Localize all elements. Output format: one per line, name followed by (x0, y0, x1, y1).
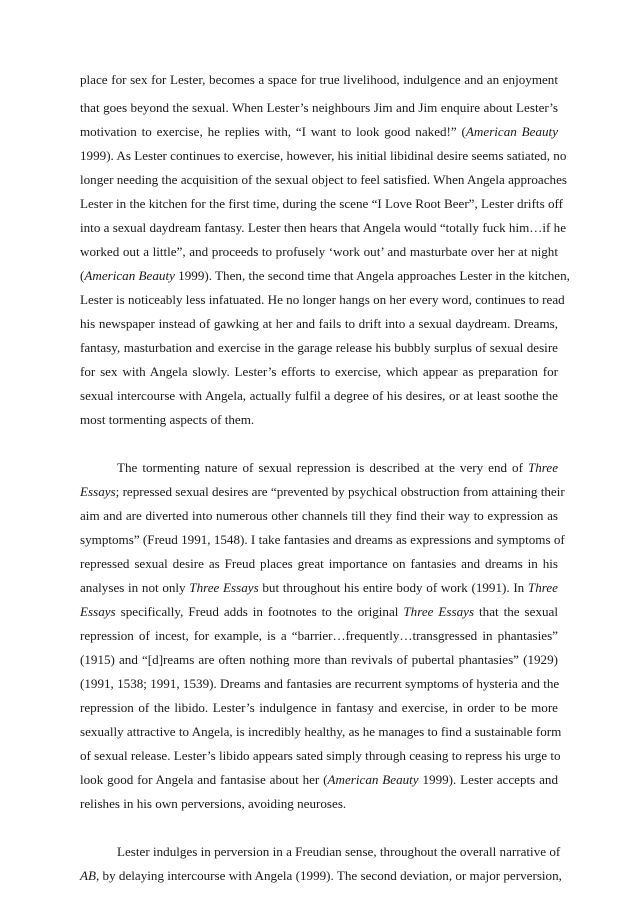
text-line: relishes in his own perversions, avoiding neuroses. (80, 796, 347, 811)
italic-title: American Beauty (84, 268, 175, 283)
text-line: (1991, 1538; 1991, 1539). Dreams and fantasies are recurrent symptoms of hysteria and the (80, 676, 560, 691)
text-line: place for sex for Lester, becomes a space for true livelihood, indulgence and an enjoyment (80, 72, 558, 87)
text-line: motivation to exercise, he replies with, “I want to look good naked!” (American Beauty (80, 124, 559, 139)
text-line: repressed sexual desire as Freud places great importance on fantasies and dreams in his (80, 556, 558, 571)
text-line: aim and are diverted into numerous other channels till they find their way to expression as (80, 508, 558, 523)
text-line: repression of incest, for example, is a “barrier…frequently…transgressed in phantasies” (80, 628, 558, 643)
text-line: that goes beyond the sexual. When Lester’s neighbours Jim and Jim enquire about Lester’s (80, 100, 558, 115)
italic-title: Three (527, 460, 558, 475)
text-line: Essays; repressed sexual desires are “prevented by psychical obstruction from attaining their (80, 484, 565, 499)
text-line: sexually attractive to Angela, is incredibly healthy, as he manages to find a sustainable form (80, 724, 562, 739)
text-line: The tormenting nature of sexual repression is described at the very end of Three (117, 460, 558, 475)
text-line: into a sexual daydream fantasy. Lester then hears that Angela would “totally fuck him…if he (80, 220, 567, 235)
text-line: look good for Angela and fantasise about her (American Beauty 1999). Lester accepts and (80, 772, 558, 787)
text-line: Lester indulges in perversion in a Freudian sense, throughout the overall narrative of (117, 844, 561, 859)
text-line: fantasy, masturbation and exercise in the garage release his bubbly surplus of sexual desire (80, 340, 558, 355)
italic-title: Essays (80, 604, 116, 619)
text-line: Lester is noticeably less infatuated. He no longer hangs on her every word, continues to read (80, 292, 565, 307)
text-line: Lester in the kitchen for the first time, during the scene “I Love Root Beer”, Lester drifts off (80, 196, 563, 211)
italic-title: Essays (80, 484, 116, 499)
text-line: for sex with Angela slowly. Lester’s efforts to exercise, which appear as preparation for (80, 364, 558, 379)
text-line: sexual intercourse with Angela, actually fulfil a degree of his desires, or at least soothe the (80, 388, 558, 403)
text-line: (American Beauty 1999). Then, the second time that Angela approaches Lester in the kitchen, (80, 268, 570, 283)
text-line: AB, by delaying intercourse with Angela (1999). The second deviation, or major perversion, (80, 868, 562, 883)
italic-title: Three Essays (403, 604, 475, 619)
text-line: worked out a little”, and proceeds to profusely ‘work out’ and masturbate over her at night (80, 244, 558, 259)
text-line: longer needing the acquisition of the sexual object to feel satisfied. When Angela approaches (80, 172, 567, 187)
italic-title: American Beauty (465, 124, 559, 139)
text-line: Essays specifically, Freud adds in footnotes to the original Three Essays that the sexual (80, 604, 559, 619)
text-line: analyses in not only Three Essays but throughout his entire body of work (1991). In Three (80, 580, 558, 595)
italic-title: Three Essays (189, 580, 259, 595)
text-line: his newspaper instead of gawking at her and fails to drift into a sexual daydream. Dreams, (80, 316, 558, 331)
italic-title: AB (80, 868, 96, 883)
text-line: 1999). As Lester continues to exercise, however, his initial libidinal desire seems satiated, no (80, 148, 567, 163)
text-line: most tormenting aspects of them. (80, 412, 255, 427)
text-line: of sexual release. Lester’s libido appears sated simply through ceasing to repress his urge to (80, 748, 561, 763)
text-line: repression of the libido. Lester’s indulgence in fantasy and exercise, in order to be more (80, 700, 558, 715)
italic-title: American Beauty (327, 772, 419, 787)
text-line: symptoms” (Freud 1991, 1548). I take fantasies and dreams as expressions and symptoms of (80, 532, 565, 547)
italic-title: Three (527, 580, 558, 595)
text-line: (1915) and “[d]reams are often nothing more than revivals of pubertal phantasies” (1929) (80, 652, 558, 667)
